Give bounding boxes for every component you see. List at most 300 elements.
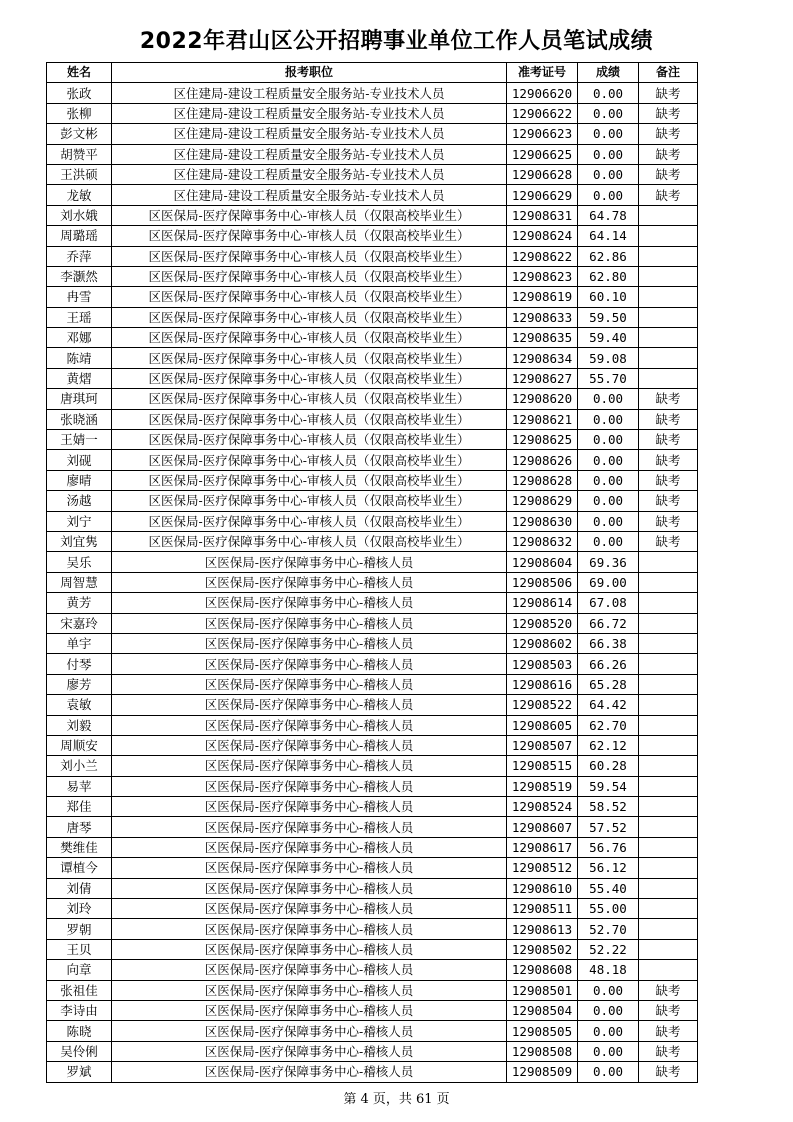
cell-position: 区医保局-医疗保障事务中心-稽核人员 <box>112 899 507 919</box>
cell-score: 0.00 <box>578 83 639 103</box>
cell-exam-id: 12908520 <box>507 613 578 633</box>
cell-exam-id: 12906625 <box>507 144 578 164</box>
cell-name: 刘砚 <box>47 450 112 470</box>
cell-note: 缺考 <box>639 164 698 184</box>
cell-position: 区医保局-医疗保障事务中心-审核人员（仅限高校毕业生） <box>112 450 507 470</box>
cell-note: 缺考 <box>639 144 698 164</box>
table-row <box>47 1041 698 1061</box>
cell-exam-id: 12906628 <box>507 164 578 184</box>
cell-position: 区医保局-医疗保障事务中心-稽核人员 <box>112 797 507 817</box>
cell-score: 48.18 <box>578 960 639 980</box>
cell-name: 陈靖 <box>47 348 112 368</box>
cell-note <box>639 572 698 592</box>
cell-note <box>639 797 698 817</box>
cell-score: 66.26 <box>578 654 639 674</box>
cell-name: 汤越 <box>47 491 112 511</box>
table-row <box>47 409 698 429</box>
cell-exam-id: 12908501 <box>507 980 578 1000</box>
cell-note: 缺考 <box>639 409 698 429</box>
cell-score: 58.52 <box>578 797 639 817</box>
table-row <box>47 450 698 470</box>
cell-name: 吴乐 <box>47 552 112 572</box>
cell-score: 0.00 <box>578 1021 639 1041</box>
cell-score: 64.78 <box>578 205 639 225</box>
table-row <box>47 715 698 735</box>
cell-note <box>639 613 698 633</box>
table-row <box>47 695 698 715</box>
cell-exam-id: 12908614 <box>507 593 578 613</box>
cell-name: 李诗由 <box>47 1000 112 1020</box>
cell-name: 张柳 <box>47 103 112 123</box>
cell-name: 龙敏 <box>47 185 112 205</box>
cell-score: 55.00 <box>578 899 639 919</box>
cell-exam-id: 12906623 <box>507 124 578 144</box>
cell-position: 区医保局-医疗保障事务中心-稽核人员 <box>112 552 507 572</box>
cell-exam-id: 12908524 <box>507 797 578 817</box>
cell-position: 区医保局-医疗保障事务中心-稽核人员 <box>112 919 507 939</box>
cell-exam-id: 12906629 <box>507 185 578 205</box>
cell-score: 0.00 <box>578 450 639 470</box>
cell-name: 王贝 <box>47 939 112 959</box>
cell-position: 区医保局-医疗保障事务中心-稽核人员 <box>112 572 507 592</box>
cell-position: 区医保局-医疗保障事务中心-稽核人员 <box>112 980 507 1000</box>
cell-note <box>639 368 698 388</box>
cell-note: 缺考 <box>639 185 698 205</box>
cell-note: 缺考 <box>639 1041 698 1061</box>
table-row <box>47 858 698 878</box>
cell-score: 0.00 <box>578 144 639 164</box>
cell-note <box>639 246 698 266</box>
table-row <box>47 287 698 307</box>
table-row <box>47 572 698 592</box>
cell-note: 缺考 <box>639 389 698 409</box>
cell-name: 易苹 <box>47 776 112 796</box>
cell-name: 陈晓 <box>47 1021 112 1041</box>
cell-note <box>639 226 698 246</box>
table-row <box>47 83 698 103</box>
cell-note: 缺考 <box>639 491 698 511</box>
cell-score: 0.00 <box>578 470 639 490</box>
cell-note: 缺考 <box>639 980 698 1000</box>
cell-position: 区医保局-医疗保障事务中心-审核人员（仅限高校毕业生） <box>112 226 507 246</box>
cell-name: 刘小兰 <box>47 756 112 776</box>
cell-note <box>639 205 698 225</box>
cell-exam-id: 12908506 <box>507 572 578 592</box>
table-row <box>47 593 698 613</box>
cell-score: 0.00 <box>578 389 639 409</box>
cell-name: 袁敏 <box>47 695 112 715</box>
cell-position: 区医保局-医疗保障事务中心-稽核人员 <box>112 674 507 694</box>
cell-score: 55.70 <box>578 368 639 388</box>
cell-exam-id: 12908608 <box>507 960 578 980</box>
cell-score: 62.86 <box>578 246 639 266</box>
cell-position: 区医保局-医疗保障事务中心-稽核人员 <box>112 878 507 898</box>
cell-note: 缺考 <box>639 470 698 490</box>
cell-position: 区医保局-医疗保障事务中心-审核人员（仅限高校毕业生） <box>112 531 507 551</box>
cell-note <box>639 348 698 368</box>
cell-name: 李灏然 <box>47 266 112 286</box>
table-row <box>47 205 698 225</box>
cell-exam-id: 12908617 <box>507 837 578 857</box>
cell-note <box>639 878 698 898</box>
cell-name: 张政 <box>47 83 112 103</box>
cell-exam-id: 12908602 <box>507 633 578 653</box>
cell-position: 区医保局-医疗保障事务中心-稽核人员 <box>112 654 507 674</box>
cell-score: 59.08 <box>578 348 639 368</box>
cell-name: 付琴 <box>47 654 112 674</box>
cell-exam-id: 12908508 <box>507 1041 578 1061</box>
table-row <box>47 389 698 409</box>
table-row <box>47 246 698 266</box>
cell-note: 缺考 <box>639 511 698 531</box>
cell-name: 刘水娥 <box>47 205 112 225</box>
table-row <box>47 980 698 1000</box>
cell-exam-id: 12908610 <box>507 878 578 898</box>
cell-score: 66.72 <box>578 613 639 633</box>
table-row <box>47 899 698 919</box>
cell-note: 缺考 <box>639 124 698 144</box>
cell-name: 唐琴 <box>47 817 112 837</box>
cell-exam-id: 12908522 <box>507 695 578 715</box>
cell-score: 0.00 <box>578 491 639 511</box>
cell-note <box>639 654 698 674</box>
cell-position: 区医保局-医疗保障事务中心-审核人员（仅限高校毕业生） <box>112 470 507 490</box>
table-row <box>47 307 698 327</box>
cell-position: 区医保局-医疗保障事务中心-稽核人员 <box>112 695 507 715</box>
cell-exam-id: 12908505 <box>507 1021 578 1041</box>
cell-name: 谭植今 <box>47 858 112 878</box>
cell-note: 缺考 <box>639 83 698 103</box>
cell-position: 区医保局-医疗保障事务中心-审核人员（仅限高校毕业生） <box>112 389 507 409</box>
table-row <box>47 776 698 796</box>
cell-position: 区医保局-医疗保障事务中心-审核人员（仅限高校毕业生） <box>112 328 507 348</box>
cell-score: 57.52 <box>578 817 639 837</box>
cell-score: 62.70 <box>578 715 639 735</box>
cell-note <box>639 287 698 307</box>
cell-note <box>639 735 698 755</box>
cell-score: 56.12 <box>578 858 639 878</box>
cell-name: 冉雪 <box>47 287 112 307</box>
cell-score: 0.00 <box>578 409 639 429</box>
cell-name: 刘玲 <box>47 899 112 919</box>
cell-exam-id: 12908630 <box>507 511 578 531</box>
cell-exam-id: 12908511 <box>507 899 578 919</box>
cell-note: 缺考 <box>639 1021 698 1041</box>
cell-score: 62.80 <box>578 266 639 286</box>
cell-note: 缺考 <box>639 1062 698 1082</box>
table-row <box>47 837 698 857</box>
cell-position: 区医保局-医疗保障事务中心-稽核人员 <box>112 1000 507 1020</box>
header-position: 报考职位 <box>112 63 507 83</box>
table-row <box>47 348 698 368</box>
cell-score: 52.70 <box>578 919 639 939</box>
table-row <box>47 613 698 633</box>
cell-score: 62.12 <box>578 735 639 755</box>
table-row <box>47 470 698 490</box>
cell-position: 区医保局-医疗保障事务中心-审核人员（仅限高校毕业生） <box>112 266 507 286</box>
cell-exam-id: 12908619 <box>507 287 578 307</box>
cell-exam-id: 12908629 <box>507 491 578 511</box>
cell-name: 唐琪珂 <box>47 389 112 409</box>
header-id: 准考证号 <box>507 63 578 83</box>
header-name: 姓名 <box>47 63 112 83</box>
cell-exam-id: 12908503 <box>507 654 578 674</box>
cell-note <box>639 266 698 286</box>
cell-score: 0.00 <box>578 1062 639 1082</box>
cell-name: 周智慧 <box>47 572 112 592</box>
table-row <box>47 633 698 653</box>
cell-score: 67.08 <box>578 593 639 613</box>
cell-name: 王瑶 <box>47 307 112 327</box>
cell-exam-id: 12908509 <box>507 1062 578 1082</box>
cell-position: 区医保局-医疗保障事务中心-稽核人员 <box>112 776 507 796</box>
cell-note <box>639 858 698 878</box>
cell-exam-id: 12908628 <box>507 470 578 490</box>
cell-exam-id: 12908519 <box>507 776 578 796</box>
cell-note: 缺考 <box>639 103 698 123</box>
cell-score: 0.00 <box>578 1041 639 1061</box>
cell-exam-id: 12908622 <box>507 246 578 266</box>
cell-name: 胡赞平 <box>47 144 112 164</box>
cell-name: 廖芳 <box>47 674 112 694</box>
cell-position: 区医保局-医疗保障事务中心-稽核人员 <box>112 735 507 755</box>
cell-name: 黄熠 <box>47 368 112 388</box>
cell-exam-id: 12908502 <box>507 939 578 959</box>
cell-name: 彭文彬 <box>47 124 112 144</box>
cell-position: 区医保局-医疗保障事务中心-审核人员（仅限高校毕业生） <box>112 205 507 225</box>
cell-position: 区住建局-建设工程质量安全服务站-专业技术人员 <box>112 124 507 144</box>
cell-score: 55.40 <box>578 878 639 898</box>
cell-name: 罗朝 <box>47 919 112 939</box>
cell-name: 黄芳 <box>47 593 112 613</box>
cell-position: 区住建局-建设工程质量安全服务站-专业技术人员 <box>112 103 507 123</box>
cell-exam-id: 12908623 <box>507 266 578 286</box>
table-row <box>47 674 698 694</box>
cell-position: 区住建局-建设工程质量安全服务站-专业技术人员 <box>112 164 507 184</box>
cell-score: 0.00 <box>578 980 639 1000</box>
cell-exam-id: 12908607 <box>507 817 578 837</box>
cell-position: 区医保局-医疗保障事务中心-稽核人员 <box>112 593 507 613</box>
cell-note <box>639 899 698 919</box>
cell-name: 王洪硕 <box>47 164 112 184</box>
cell-name: 乔萍 <box>47 246 112 266</box>
cell-exam-id: 12908625 <box>507 430 578 450</box>
cell-name: 罗斌 <box>47 1062 112 1082</box>
cell-score: 0.00 <box>578 103 639 123</box>
cell-exam-id: 12908616 <box>507 674 578 694</box>
table-row <box>47 919 698 939</box>
cell-exam-id: 12908624 <box>507 226 578 246</box>
cell-score: 0.00 <box>578 430 639 450</box>
cell-position: 区医保局-医疗保障事务中心-稽核人员 <box>112 633 507 653</box>
cell-exam-id: 12908632 <box>507 531 578 551</box>
cell-note <box>639 776 698 796</box>
cell-score: 69.00 <box>578 572 639 592</box>
cell-exam-id: 12908620 <box>507 389 578 409</box>
cell-name: 廖晴 <box>47 470 112 490</box>
cell-exam-id: 12906622 <box>507 103 578 123</box>
cell-name: 吴伶俐 <box>47 1041 112 1061</box>
cell-name: 樊维佳 <box>47 837 112 857</box>
cell-note: 缺考 <box>639 450 698 470</box>
cell-score: 0.00 <box>578 185 639 205</box>
cell-position: 区医保局-医疗保障事务中心-审核人员（仅限高校毕业生） <box>112 246 507 266</box>
cell-position: 区医保局-医疗保障事务中心-稽核人员 <box>112 613 507 633</box>
cell-exam-id: 12908627 <box>507 368 578 388</box>
cell-note <box>639 919 698 939</box>
cell-name: 刘倩 <box>47 878 112 898</box>
table-row <box>47 654 698 674</box>
cell-score: 65.28 <box>578 674 639 694</box>
cell-position: 区医保局-医疗保障事务中心-审核人员（仅限高校毕业生） <box>112 511 507 531</box>
page-title: 2022年君山区公开招聘事业单位工作人员笔试成绩 <box>139 29 654 54</box>
cell-score: 0.00 <box>578 531 639 551</box>
cell-exam-id: 12908631 <box>507 205 578 225</box>
cell-exam-id: 12908512 <box>507 858 578 878</box>
cell-score: 0.00 <box>578 1000 639 1020</box>
scores-table <box>46 62 698 1083</box>
table-row <box>47 328 698 348</box>
header-note: 备注 <box>639 63 698 83</box>
cell-exam-id: 12908515 <box>507 756 578 776</box>
cell-note <box>639 552 698 572</box>
cell-exam-id: 12908634 <box>507 348 578 368</box>
cell-note <box>639 960 698 980</box>
table-row <box>47 1000 698 1020</box>
table-row <box>47 817 698 837</box>
cell-exam-id: 12908504 <box>507 1000 578 1020</box>
table-row <box>47 226 698 246</box>
table-row <box>47 491 698 511</box>
cell-score: 59.40 <box>578 328 639 348</box>
table-row <box>47 960 698 980</box>
cell-position: 区医保局-医疗保障事务中心-审核人员（仅限高校毕业生） <box>112 368 507 388</box>
cell-position: 区医保局-医疗保障事务中心-审核人员（仅限高校毕业生） <box>112 491 507 511</box>
cell-exam-id: 12908604 <box>507 552 578 572</box>
table-row <box>47 185 698 205</box>
cell-note <box>639 674 698 694</box>
cell-name: 张晓涵 <box>47 409 112 429</box>
cell-position: 区医保局-医疗保障事务中心-审核人员（仅限高校毕业生） <box>112 287 507 307</box>
cell-position: 区住建局-建设工程质量安全服务站-专业技术人员 <box>112 144 507 164</box>
cell-name: 单宇 <box>47 633 112 653</box>
cell-position: 区住建局-建设工程质量安全服务站-专业技术人员 <box>112 83 507 103</box>
cell-name: 郑佳 <box>47 797 112 817</box>
cell-position: 区医保局-医疗保障事务中心-稽核人员 <box>112 715 507 735</box>
table-row <box>47 1021 698 1041</box>
cell-score: 60.10 <box>578 287 639 307</box>
cell-score: 59.50 <box>578 307 639 327</box>
cell-exam-id: 12908621 <box>507 409 578 429</box>
cell-note <box>639 633 698 653</box>
cell-position: 区医保局-医疗保障事务中心-审核人员（仅限高校毕业生） <box>112 348 507 368</box>
cell-note: 缺考 <box>639 1000 698 1020</box>
header-row <box>47 63 698 83</box>
cell-position: 区住建局-建设工程质量安全服务站-专业技术人员 <box>112 185 507 205</box>
cell-name: 刘毅 <box>47 715 112 735</box>
cell-note <box>639 837 698 857</box>
table-row <box>47 878 698 898</box>
header-score: 成绩 <box>578 63 639 83</box>
table-row <box>47 939 698 959</box>
cell-position: 区医保局-医疗保障事务中心-审核人员（仅限高校毕业生） <box>112 409 507 429</box>
cell-exam-id: 12908605 <box>507 715 578 735</box>
cell-name: 刘宜隽 <box>47 531 112 551</box>
cell-position: 区医保局-医疗保障事务中心-稽核人员 <box>112 960 507 980</box>
cell-name: 王婧一 <box>47 430 112 450</box>
cell-exam-id: 12906620 <box>507 83 578 103</box>
cell-position: 区医保局-医疗保障事务中心-审核人员（仅限高校毕业生） <box>112 430 507 450</box>
table-row <box>47 430 698 450</box>
table-row <box>47 552 698 572</box>
cell-position: 区医保局-医疗保障事务中心-审核人员（仅限高校毕业生） <box>112 307 507 327</box>
cell-exam-id: 12908613 <box>507 919 578 939</box>
cell-score: 64.14 <box>578 226 639 246</box>
cell-score: 0.00 <box>578 511 639 531</box>
cell-name: 刘宁 <box>47 511 112 531</box>
cell-position: 区医保局-医疗保障事务中心-稽核人员 <box>112 858 507 878</box>
cell-score: 52.22 <box>578 939 639 959</box>
cell-score: 60.28 <box>578 756 639 776</box>
cell-position: 区医保局-医疗保障事务中心-稽核人员 <box>112 1021 507 1041</box>
cell-name: 宋嘉玲 <box>47 613 112 633</box>
cell-note <box>639 715 698 735</box>
cell-score: 64.42 <box>578 695 639 715</box>
cell-position: 区医保局-医疗保障事务中心-稽核人员 <box>112 1062 507 1082</box>
table-row <box>47 164 698 184</box>
cell-name: 向章 <box>47 960 112 980</box>
cell-position: 区医保局-医疗保障事务中心-稽核人员 <box>112 756 507 776</box>
cell-note <box>639 939 698 959</box>
table-row <box>47 103 698 123</box>
cell-position: 区医保局-医疗保障事务中心-稽核人员 <box>112 817 507 837</box>
cell-note <box>639 307 698 327</box>
table-row <box>47 1062 698 1082</box>
cell-score: 66.38 <box>578 633 639 653</box>
cell-position: 区医保局-医疗保障事务中心-稽核人员 <box>112 837 507 857</box>
cell-score: 0.00 <box>578 124 639 144</box>
cell-exam-id: 12908635 <box>507 328 578 348</box>
cell-position: 区医保局-医疗保障事务中心-稽核人员 <box>112 939 507 959</box>
table-row <box>47 144 698 164</box>
table-body <box>47 83 698 1082</box>
cell-note <box>639 328 698 348</box>
cell-name: 周顺安 <box>47 735 112 755</box>
cell-note: 缺考 <box>639 430 698 450</box>
cell-score: 59.54 <box>578 776 639 796</box>
cell-note: 缺考 <box>639 531 698 551</box>
table-row <box>47 797 698 817</box>
table-row <box>47 368 698 388</box>
cell-exam-id: 12908507 <box>507 735 578 755</box>
cell-note <box>639 817 698 837</box>
table-row <box>47 735 698 755</box>
table-row <box>47 124 698 144</box>
cell-name: 周璐瑶 <box>47 226 112 246</box>
cell-name: 张祖佳 <box>47 980 112 1000</box>
table-row <box>47 511 698 531</box>
cell-note <box>639 756 698 776</box>
cell-score: 69.36 <box>578 552 639 572</box>
table-row <box>47 531 698 551</box>
table-row <box>47 266 698 286</box>
table-row <box>47 756 698 776</box>
cell-position: 区医保局-医疗保障事务中心-稽核人员 <box>112 1041 507 1061</box>
cell-score: 56.76 <box>578 837 639 857</box>
cell-note <box>639 593 698 613</box>
cell-score: 0.00 <box>578 164 639 184</box>
cell-name: 邓娜 <box>47 328 112 348</box>
